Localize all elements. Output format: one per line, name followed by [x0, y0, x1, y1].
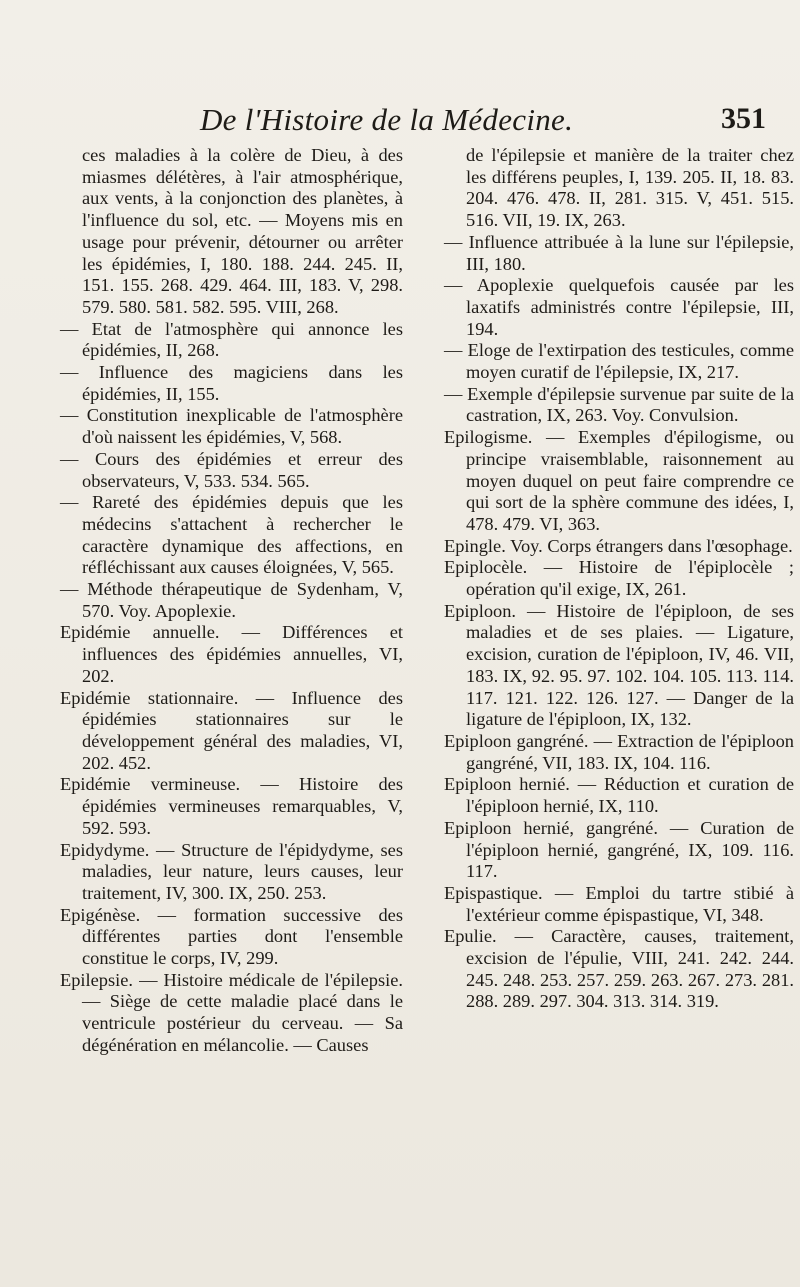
- index-subentry: — Influence attribuée à la lune sur l'épilepsie, III, 180.: [444, 231, 794, 274]
- index-entry: Epiplocèle. — Histoire de l'épiplocèle ; opération qu'il exige, IX, 261.: [444, 557, 794, 600]
- page-header: [0, 100, 800, 144]
- index-entry: Epilogisme. — Exemples d'épilogisme, ou principe vraisemblable, raisonnement au moyen duquel on peut faire comprendre ce qui sort de la sphère commune des idées, I, 478. 479. VI, 363.: [444, 427, 794, 534]
- index-subentry: — Influence des magiciens dans les épidémies, II, 155.: [60, 362, 403, 404]
- index-entry: Epispastique. — Emploi du tartre stibié à l'extérieur comme épispastique, VI, 348.: [444, 882, 794, 925]
- index-subentry: — Constitution inexplicable de l'atmosphère d'où naissent les épidémies, V, 568.: [60, 405, 403, 448]
- index-entry: de l'épilepsie et manière de la traiter chez les différens peuples, I, 139. 205. II, 18. 83. 204. 476. 478. II, 281. 315. V, 451. 515. 516. VII, 19. IX, 263.: [466, 145, 794, 231]
- index-entry: Epilepsie. — Histoire médicale de l'épilepsie. — Siège de cette maladie placé dans le ventricule postérieur du cerveau. — Sa dégénération en mélancolie. — Causes: [60, 969, 403, 1055]
- index-entry: Epiploon. — Histoire de l'épiploon, de ses maladies et de ses plaies. — Ligature, excision, curation de l'épiploon, IV, 46. VII, 183. IX, 92. 95. 97. 102. 104. 105. 113. 114. 117. 121. 122. 126. 127. — Danger de la ligature de l'épiploon, IX, 132.: [444, 600, 794, 730]
- index-subentry: — Rareté des épidémies depuis que les médecins s'attachent à rechercher le caractère dynamique des affections, en réfléchissant aux causes éloignées, V, 565.: [60, 492, 403, 578]
- index-entry: Epidydyme. — Structure de l'épidydyme, ses maladies, leur nature, leurs causes, leur traitement, IV, 300. IX, 250. 253.: [60, 839, 403, 903]
- right-column: [444, 145, 794, 1057]
- index-entry: Epidémie stationnaire. — Influence des épidémies stationnaires sur le développement général des maladies, VI, 202. 452.: [60, 687, 403, 773]
- running-title: De l'Histoire de la Médecine.: [200, 102, 574, 137]
- index-entry: Epulie. — Caractère, causes, traitement, excision de l'épulie, VIII, 241. 242. 244. 245. 248. 253. 257. 259. 263. 267. 273. 281. 288. 289. 297. 304. 313. 314. 319.: [444, 926, 794, 1012]
- index-subentry: — Exemple d'épilepsie survenue par suite de la castration, IX, 263. Voy. Convulsion.: [444, 383, 794, 426]
- index-subentry: — Apoplexie quelquefois causée par les laxatifs administrés contre l'épilepsie, III, 194.: [444, 275, 794, 339]
- index-entry: Epiploon gangréné. — Extraction de l'épiploon gangréné, VII, 183. IX, 104. 116.: [444, 730, 794, 773]
- index-subentry: — Cours des épidémies et erreur des observateurs, V, 533. 534. 565.: [60, 448, 403, 491]
- index-subentry: — Eloge de l'extirpation des testicules, comme moyen curatif de l'épilepsie, IX, 217.: [444, 340, 794, 383]
- page-number: 351: [721, 102, 766, 135]
- index-entry: Epiploon hernié. — Réduction et curation de l'épiploon hernié, IX, 110.: [444, 774, 794, 817]
- index-entry: Epidémie annuelle. — Différences et influences des épidémies annuelles, VI, 202.: [60, 622, 403, 686]
- index-subentry: — Méthode thérapeutique de Sydenham, V, 570. Voy. Apoplexie.: [60, 579, 403, 621]
- left-column: [60, 145, 403, 1057]
- index-entry: Epiploon hernié, gangréné. — Curation de l'épiploon hernié, gangréné, IX, 109. 116. 117.: [444, 817, 794, 882]
- index-subentry: — Etat de l'atmosphère qui annonce les épidémies, II, 268.: [60, 318, 403, 361]
- index-columns: [60, 145, 794, 1057]
- index-entry: Epingle. Voy. Corps étrangers dans l'œsophage.: [444, 535, 793, 556]
- index-entry: Epigénèse. — formation successive des différentes parties dont l'ensemble constitue le corps, IV, 299.: [60, 904, 403, 969]
- index-entry: ces maladies à la colère de Dieu, à des miasmes délétères, à l'air atmosphérique, aux vents, à la conjonction des planètes, à l'influence du sol, etc. — Moyens mis en usage pour prévenir, détourner ou arrêter les épidémies, I, 180. 188. 244. 245. II, 151. 155. 268. 429. 464. III, 183. V, 298. 579. 580. 581. 582. 595. VIII, 268.: [82, 145, 403, 317]
- index-entry: Epidémie vermineuse. — Histoire des épidémies vermineuses remarquables, V, 592. 593.: [60, 774, 403, 838]
